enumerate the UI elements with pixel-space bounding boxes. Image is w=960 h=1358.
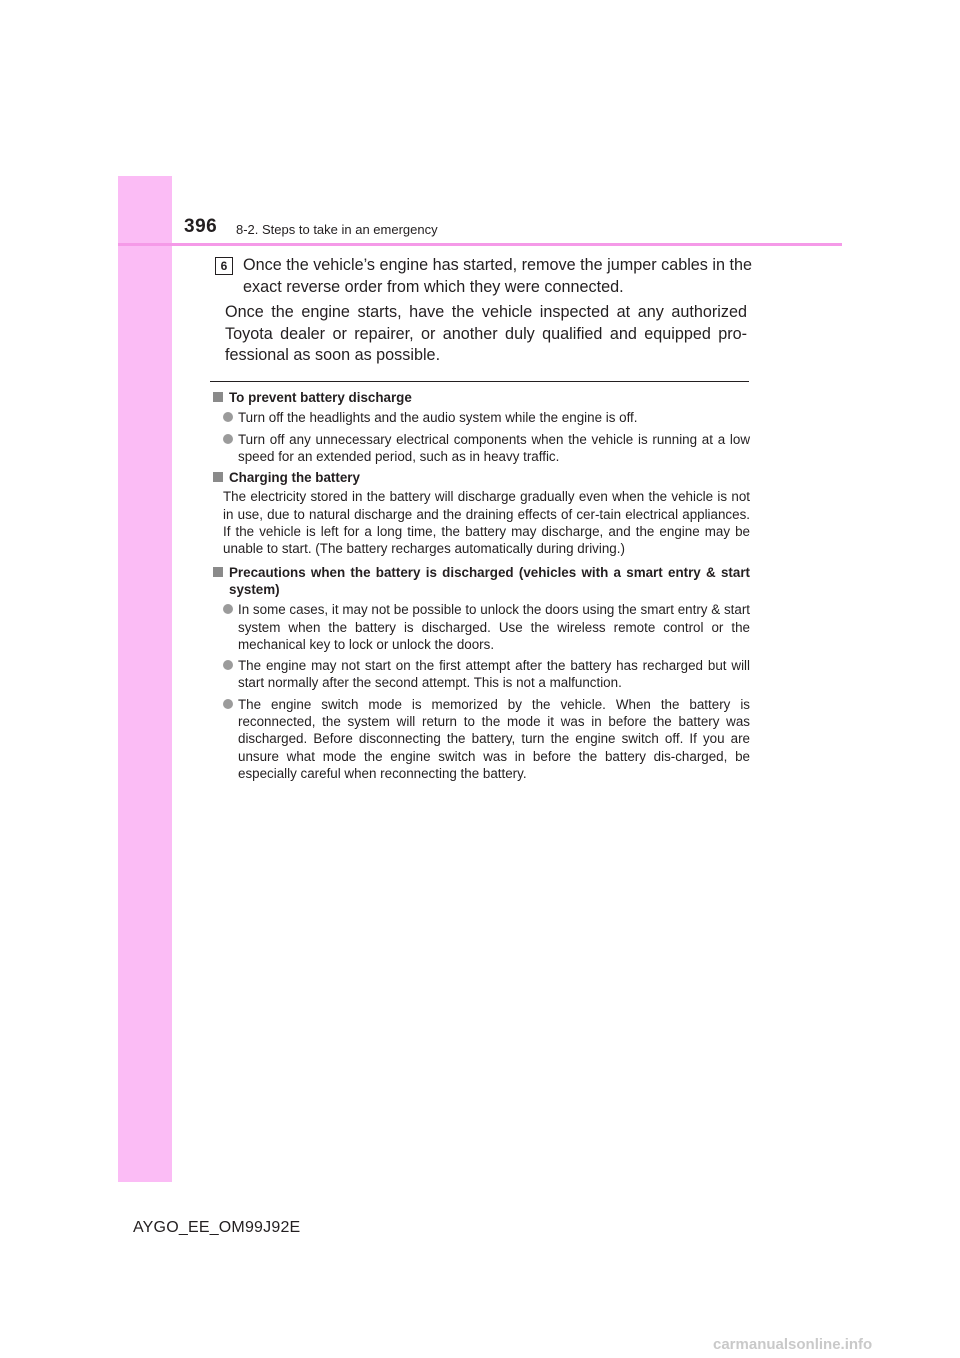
info-charging — [210, 469, 750, 557]
square-bullet-icon — [213, 567, 223, 577]
info-heading: To prevent battery discharge — [229, 390, 412, 405]
header-rule — [118, 243, 842, 246]
list-item: In some cases, it may not be possible to unlock the doors using the smart entry & start system when the battery is discharged. Use the wireless remote control or the mechanical key to lock or unlock the doors. — [223, 601, 750, 653]
section-divider — [210, 381, 749, 382]
list-item: Turn off the headlights and the audio system while the engine is off. — [223, 409, 750, 426]
info-heading: Precautions when the battery is discharged (vehicles with a smart entry & start system) — [229, 564, 750, 597]
step-number-badge: 6 — [215, 257, 233, 275]
list-item: The engine switch mode is memorized by the vehicle. When the battery is reconnected, the system will return to the mode it was in before the battery was discharged. Before disconnecting the battery, turn the engine switch off. If you are unsure what mode the engine switch was in before the battery dis-charged, be especially careful when reconnecting the battery. — [223, 696, 750, 782]
watermark: carmanualsonline.info — [713, 1336, 873, 1353]
step-note: Once the engine starts, have the vehicle inspected at any authorized Toyota dealer or repairer, or another duly qualified and equipped pro-fessional as soon as possible. — [225, 303, 747, 364]
round-bullet-icon — [223, 699, 233, 709]
section-title: 8-2. Steps to take in an emergency — [236, 222, 438, 237]
square-bullet-icon — [213, 472, 223, 482]
info-precautions — [210, 564, 750, 783]
round-bullet-icon — [223, 434, 233, 444]
document-code: AYGO_EE_OM99J92E — [133, 1219, 301, 1236]
round-bullet-icon — [223, 604, 233, 614]
step-text: Once the vehicle’s engine has started, remove the jumper cables in the exact reverse order from which they were connected. — [243, 256, 752, 296]
info-heading: Charging the battery — [229, 470, 360, 486]
info-paragraph: The electricity stored in the battery will discharge gradually even when the vehicle is not in use, due to natural discharge and the draining effects of cer-tain electrical appliances. If the vehicle is left for a long time, the battery may discharge, and the engine may be unable to start. (The battery recharges automatically during driving.) — [223, 489, 750, 557]
square-bullet-icon — [213, 392, 223, 402]
round-bullet-icon — [223, 412, 233, 422]
info-battery-discharge — [210, 389, 750, 465]
info-section — [210, 389, 750, 786]
list-item: Turn off any unnecessary electrical components when the vehicle is running at a low speed for an extended period, such as in heavy traffic. — [223, 431, 750, 466]
round-bullet-icon — [223, 660, 233, 670]
page-number: 396 — [184, 216, 218, 237]
step-6 — [215, 255, 755, 298]
chapter-sidebar — [118, 176, 172, 1182]
list-item: The engine may not start on the first attempt after the battery has recharged but will start normally after the second attempt. This is not a malfunction. — [223, 657, 750, 692]
